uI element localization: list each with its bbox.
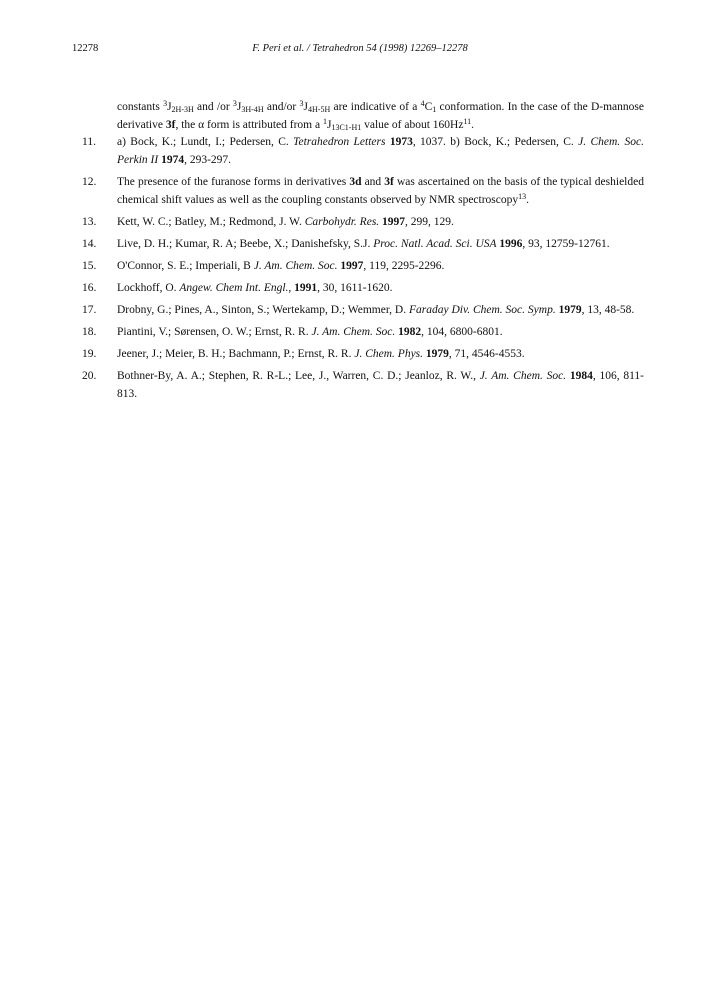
subscript: 2H-3H xyxy=(171,105,194,114)
text-run: . xyxy=(526,194,530,206)
journal-title: Tetrahedron Letters xyxy=(293,136,386,148)
subscript: 1 xyxy=(432,105,437,114)
running-head: F. Peri et al. / Tetrahedron 54 (1998) 12269–12278 xyxy=(252,43,468,54)
compound-label: 3f xyxy=(165,119,176,131)
text-run: , xyxy=(288,282,295,294)
text-run: O'Connor, S. E.; Imperiali, B xyxy=(117,260,254,272)
reference-text xyxy=(117,260,444,272)
journal-title: Proc. Natl. Acad. Sci. USA xyxy=(373,238,497,250)
text-run: Live, D. H.; Kumar, R. A; Beebe, X.; Danishefsky, S.J. xyxy=(117,238,374,250)
text-run: Piantini, V.; Sørensen, O. W.; Ernst, R. R. xyxy=(117,326,312,338)
text-run: J xyxy=(236,101,242,113)
reference-number: 14. xyxy=(82,238,97,250)
text-run: Drobny, G.; Pines, A., Sinton, S.; Wertekamp, D.; Wemmer, D. xyxy=(117,304,409,316)
text-run: , 93, 12759-12761. xyxy=(522,238,610,250)
journal-title: Carbohydr. Res. xyxy=(304,216,380,228)
reference-text xyxy=(117,348,525,360)
text-run: J xyxy=(326,119,332,131)
superscript: 1 xyxy=(322,117,327,126)
bold-text: 1991 xyxy=(294,282,318,294)
text-run: Bothner-By, A. A.; Stephen, R. R-L.; Lee, J., Warren, C. D.; Jeanloz, R. W., xyxy=(117,370,480,382)
bold-text: 1973 xyxy=(389,136,413,148)
subscript: 4H-5H xyxy=(308,105,331,114)
reference-text xyxy=(117,304,634,316)
reference-item xyxy=(82,235,644,253)
reference-text xyxy=(117,370,644,400)
reference-item xyxy=(82,279,644,297)
text-run: Kett, W. C.; Batley, M.; Redmond, J. W. xyxy=(117,216,305,228)
subscript: 13C1-H1 xyxy=(331,123,362,132)
reference-number: 17. xyxy=(82,304,97,316)
text-run: and xyxy=(361,176,385,188)
reference-item xyxy=(82,345,644,363)
text-run: a) Bock, K.; Lundt, I.; Pedersen, C. xyxy=(117,136,294,148)
superscript: 3 xyxy=(299,99,304,108)
reference-number: 11. xyxy=(82,136,96,148)
bold-text: 1996 xyxy=(499,238,523,250)
text-run: , 106, 811-813. xyxy=(117,370,645,400)
reference-number: 19. xyxy=(82,348,97,360)
reference-text xyxy=(117,216,454,228)
text-run: Lockhoff, O. xyxy=(117,282,180,294)
citation-superscript: 13 xyxy=(518,192,527,201)
reference-text xyxy=(117,326,503,338)
reference-item xyxy=(82,133,644,169)
reference-item xyxy=(82,301,644,319)
text-run: , 30, 1611-1620. xyxy=(317,282,393,294)
text-run: , 71, 4546-4553. xyxy=(448,348,525,360)
journal-title: J. Chem. Phys. xyxy=(354,348,424,360)
bold-text: 1979 xyxy=(425,348,449,360)
text-run: conformation. In the case of the D-mannose derivative xyxy=(117,101,644,131)
text-run: , 299, 129. xyxy=(405,216,454,228)
reference-item xyxy=(82,173,644,209)
journal-title: J. Chem. Soc. Perkin II xyxy=(117,136,645,166)
text-run: and /or xyxy=(193,101,233,113)
superscript: 4 xyxy=(420,99,425,108)
text-run: C xyxy=(424,101,433,113)
reference-number: 16. xyxy=(82,282,97,294)
subscript: 3H-4H xyxy=(241,105,264,114)
text-run: constants xyxy=(117,101,164,113)
bold-text: 1974 xyxy=(161,154,185,166)
journal-title: J. Am. Chem. Soc. xyxy=(253,260,338,272)
reference-number: 13. xyxy=(82,216,97,228)
journal-title: Faraday Div. Chem. Soc. Symp. xyxy=(409,304,556,316)
bold-text: 1997 xyxy=(340,260,364,272)
page-number: 12278 xyxy=(72,43,99,54)
journal-title: J. Am. Chem. Soc. xyxy=(311,326,396,338)
reference-item xyxy=(82,213,644,231)
reference-text xyxy=(117,136,644,166)
text-run: , 1037. b) Bock, K.; Pedersen, C. xyxy=(412,136,579,148)
reference-number: 18. xyxy=(82,326,97,338)
reference-item xyxy=(82,323,644,341)
reference-number: 15. xyxy=(82,260,97,272)
text-run: , 104, 6800-6801. xyxy=(421,326,503,338)
reference-number: 20. xyxy=(82,370,97,382)
text-run: Jeener, J.; Meier, B. H.; Bachmann, P.; Ernst, R. R. xyxy=(117,348,355,360)
text-run: are indicative of a xyxy=(330,101,421,113)
text-run: The presence of the furanose forms in derivatives xyxy=(117,176,350,188)
bold-text: 1997 xyxy=(382,216,406,228)
reference-list xyxy=(82,133,644,407)
bold-text: 3d xyxy=(349,176,362,188)
text-run: , the α form is attributed from a xyxy=(175,119,323,131)
reference-text xyxy=(117,238,610,250)
text-run: , 293-297. xyxy=(184,154,232,166)
text-run: and/or xyxy=(263,101,300,113)
continuation-paragraph xyxy=(117,98,644,134)
journal-title: Angew. Chem Int. Engl. xyxy=(179,282,289,294)
superscript: 3 xyxy=(232,99,237,108)
bold-text: 1984 xyxy=(569,370,593,382)
superscript: 3 xyxy=(163,99,168,108)
citation-superscript: 11 xyxy=(463,117,472,126)
bold-text: 1979 xyxy=(558,304,582,316)
bold-text: 1982 xyxy=(398,326,422,338)
reference-item xyxy=(82,257,644,275)
reference-item xyxy=(82,367,644,403)
journal-title: J. Am. Chem. Soc. xyxy=(479,370,567,382)
reference-text xyxy=(117,282,392,294)
bold-text: 3f xyxy=(384,176,394,188)
text-run: value of about 160Hz xyxy=(361,119,464,131)
reference-text xyxy=(117,176,644,206)
text-run: J xyxy=(303,101,309,113)
text-run: J xyxy=(167,101,172,113)
text-run: , 13, 48-58. xyxy=(581,304,635,316)
reference-number: 12. xyxy=(82,176,97,188)
text-run: . xyxy=(471,119,475,131)
text-run: , 119, 2295-2296. xyxy=(363,260,445,272)
text-run: was ascertained on the basis of the typical deshielded chemical shift values as well as the coupling constants observed by NMR spectroscopy xyxy=(117,176,644,206)
